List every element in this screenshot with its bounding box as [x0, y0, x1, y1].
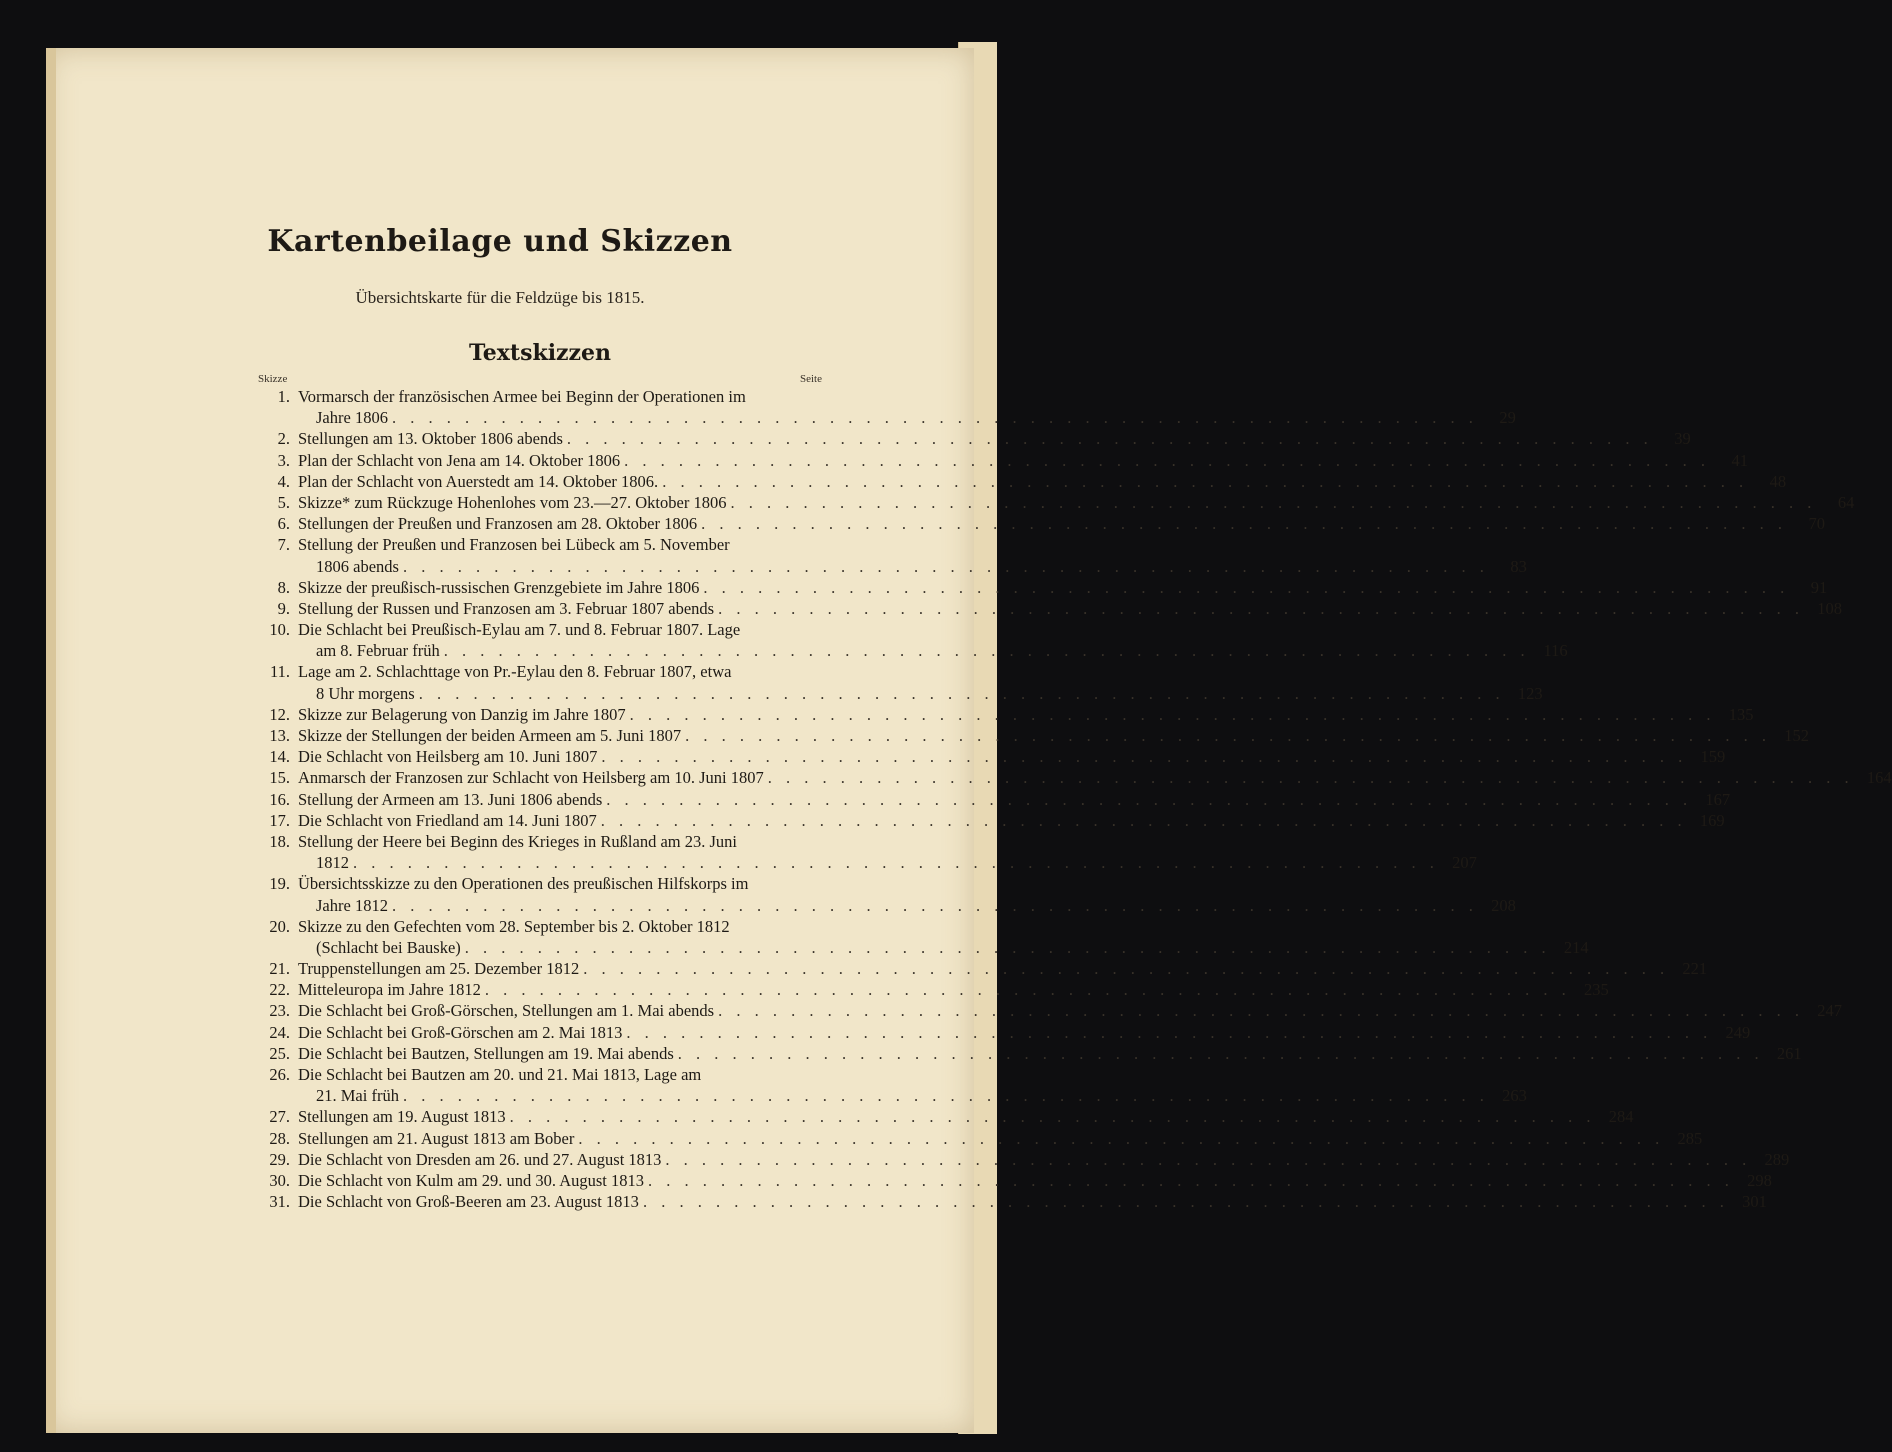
toc-entry-title: Skizze der preußisch-russischen Grenzgebiete im Jahre 1806 — [298, 577, 700, 597]
toc-entry-page: 123 — [1517, 683, 1543, 703]
toc-entry-line — [258, 513, 1826, 534]
toc-entry-line — [258, 916, 826, 937]
toc-entry-title: Stellungen am 13. Oktober 1806 abends — [298, 429, 563, 449]
page-title: Kartenbeilage und Skizzen — [267, 224, 733, 259]
leader-dots: . . . . . . . . . . . . . . . . . . . . . . . . . . . . . . . . . . . . . . . . . . . . . . . . . . . . . . . . . . . . — [509, 1107, 1596, 1127]
leader-dots: . . . . . . . . . . . . . . . . . . . . . . . . . . . . . . . . . . . . . . . . . . . . . . . . . . . . . . . . . . . . — [626, 1022, 1713, 1042]
leader-dots: . . . . . . . . . . . . . . . . . . . . . . . . . . . . . . . . . . . . . . . . . . . . . . . . . . . . . . . . . . . . — [629, 704, 1716, 724]
toc-entry-line — [258, 725, 1809, 746]
toc-entry-number: 5. — [277, 492, 290, 512]
toc-entry-page: 64 — [1837, 492, 1855, 512]
toc-entry-title: Die Schlacht bei Preußisch-Eylau am 7. und 8. Februar 1807. Lage — [298, 620, 741, 640]
toc-entry-line — [258, 428, 1691, 449]
toc-entry-line — [258, 831, 826, 852]
column-header-page: Seite — [800, 373, 822, 385]
toc-entry-number: 27. — [269, 1107, 290, 1127]
toc-entry-title: Die Schlacht von Friedland am 14. Juni 1807 — [298, 810, 597, 830]
toc-entry-line — [258, 661, 826, 682]
toc-entry-line — [258, 598, 1842, 619]
toc-entry-line — [258, 895, 1516, 916]
toc-entry-line — [258, 789, 1731, 810]
toc-entry-line — [258, 640, 1568, 661]
toc-entry-page: 249 — [1725, 1022, 1751, 1042]
toc-entry-line — [258, 1043, 1802, 1064]
toc-entry-title: 1812 — [316, 853, 349, 873]
leader-dots: . . . . . . . . . . . . . . . . . . . . . . . . . . . . . . . . . . . . . . . . . . . . . . . . . . . . . . . . . . . . — [730, 492, 1817, 512]
toc-entry-number: 10. — [269, 620, 290, 640]
toc-entry-number: 28. — [269, 1128, 290, 1148]
toc-entry-title: am 8. Februar früh — [316, 641, 440, 661]
toc-entry-page: 152 — [1784, 726, 1809, 745]
toc-entry-title: Mitteleuropa im Jahre 1812 — [298, 980, 481, 1000]
leader-dots: . . . . . . . . . . . . . . . . . . . . . . . . . . . . . . . . . . . . . . . . . . . . . . . . . . . . . . . . . . . . — [402, 1086, 1489, 1106]
toc-entry-number: 16. — [269, 789, 290, 809]
toc-entry-title: Skizze* zum Rückzuge Hohenlohes vom 23.—27. Oktober 1806 — [298, 492, 727, 512]
toc-entry-line — [258, 1064, 826, 1085]
toc-entry-line — [258, 407, 1516, 428]
toc-entry-number: 23. — [269, 1001, 290, 1021]
leader-dots: . . . . . . . . . . . . . . . . . . . . . . . . . . . . . . . . . . . . . . . . . . . . . . . . . . . . . . . . . . . . — [443, 641, 1530, 661]
toc-entry-title: Die Schlacht von Kulm am 29. und 30. August 1813 — [298, 1170, 645, 1190]
toc-entry-line — [258, 683, 1543, 704]
toc-entry-line — [258, 1170, 1772, 1191]
toc-entry-title: Stellung der Preußen und Franzosen bei Lübeck am 5. November — [298, 535, 730, 555]
toc-entry-title: Vormarsch der französischen Armee bei Beginn der Operationen im — [298, 387, 746, 406]
leader-dots: . . . . . . . . . . . . . . . . . . . . . . . . . . . . . . . . . . . . . . . . . . . . . . . . . . . . . . . . . . . . — [703, 577, 1790, 597]
toc-entry-title: Die Schlacht bei Groß-Görschen, Stellungen am 1. Mai abends — [298, 1001, 715, 1021]
toc-entry-page: 208 — [1491, 895, 1516, 915]
leader-dots: . . . . . . . . . . . . . . . . . . . . . . . . . . . . . . . . . . . . . . . . . . . . . . . . . . . . . . . . . . . . — [718, 1001, 1804, 1021]
toc-entry-page: 207 — [1452, 853, 1477, 873]
leader-dots: . . . . . . . . . . . . . . . . . . . . . . . . . . . . . . . . . . . . . . . . . . . . . . . . . . . . . . . . . . . . — [600, 810, 1687, 830]
toc-entry-title: Skizze zu den Gefechten vom 28. September bis 2. Oktober 1812 — [298, 916, 730, 936]
toc-entry-line — [258, 386, 826, 407]
table-of-contents — [258, 386, 1892, 1212]
toc-entry-number: 9. — [277, 598, 290, 618]
toc-entry-page: 263 — [1502, 1086, 1527, 1106]
leader-dots: . . . . . . . . . . . . . . . . . . . . . . . . . . . . . . . . . . . . . . . . . . . . . . . . . . . . . . . . . . . . — [484, 980, 1571, 1000]
toc-entry-page: 285 — [1677, 1128, 1703, 1148]
toc-entry-page: 83 — [1510, 556, 1527, 576]
leader-dots: . . . . . . . . . . . . . . . . . . . . . . . . . . . . . . . . . . . . . . . . . . . . . . . . . . . . . . . . . . . . — [402, 556, 1489, 576]
toc-entry-title: Skizze zur Belagerung von Danzig im Jahre 1807 — [298, 704, 626, 724]
toc-entry-title: Skizze der Stellungen der beiden Armeen am 5. Juni 1807 — [298, 726, 682, 745]
toc-entry-page: 301 — [1742, 1192, 1767, 1212]
toc-entry-page: 108 — [1817, 598, 1842, 618]
toc-entry-number: 6. — [277, 514, 290, 534]
toc-entry-title: Jahre 1812 — [316, 895, 388, 915]
toc-entry-title: Die Schlacht von Groß-Beeren am 23. August 1813 — [298, 1192, 639, 1212]
toc-entry-line — [258, 450, 1749, 471]
toc-entry-line — [258, 958, 1708, 979]
toc-entry-number: 13. — [269, 726, 290, 745]
leader-dots: . . . . . . . . . . . . . . . . . . . . . . . . . . . . . . . . . . . . . . . . . . . . . . . . . . . . . . . . . . . . — [391, 895, 1478, 915]
toc-entry-title: Die Schlacht bei Bautzen, Stellungen am 19. Mai abends — [298, 1043, 674, 1063]
toc-entry-line — [258, 1191, 1767, 1212]
toc-entry-number: 8. — [277, 577, 290, 597]
toc-entry-title: Übersichtsskizze zu den Operationen des preußischen Hilfskorps im — [298, 874, 749, 894]
toc-entry-number: 4. — [277, 471, 290, 491]
leader-dots: . . . . . . . . . . . . . . . . . . . . . . . . . . . . . . . . . . . . . . . . . . . . . . . . . . . . . . . . . . . . — [418, 683, 1505, 703]
toc-entry-line — [258, 767, 1892, 788]
toc-entry-page: 284 — [1608, 1107, 1634, 1127]
toc-entry-number: 30. — [269, 1170, 290, 1190]
toc-entry-number: 7. — [277, 535, 290, 555]
toc-entry-page: 167 — [1705, 789, 1731, 809]
toc-entry-number: 20. — [269, 916, 290, 936]
toc-entry-title: 1806 abends — [316, 556, 399, 576]
toc-entry-number: 18. — [269, 831, 290, 851]
toc-entry-title: Stellungen am 21. August 1813 am Bober — [298, 1128, 575, 1148]
toc-entry-number: 12. — [269, 704, 290, 724]
toc-entry-title: Die Schlacht von Dresden am 26. und 27. August 1813 — [298, 1149, 662, 1169]
page-subtitle: Übersichtskarte für die Feldzüge bis 1815. — [355, 288, 645, 307]
leader-dots: . . . . . . . . . . . . . . . . . . . . . . . . . . . . . . . . . . . . . . . . . . . . . . . . . . . . . . . . . . . . — [648, 1170, 1734, 1190]
toc-entry-line — [258, 1085, 1527, 1106]
toc-entry-title: 21. Mai früh — [316, 1086, 399, 1106]
toc-entry-title: (Schlacht bei Bauske) — [316, 937, 461, 957]
toc-entry-number: 21. — [269, 959, 290, 979]
toc-entry-title: Anmarsch der Franzosen zur Schlacht von Heilsberg am 10. Juni 1807 — [298, 768, 764, 788]
toc-entry-line — [258, 746, 1726, 767]
toc-entry-page: 135 — [1728, 704, 1754, 724]
toc-entry-title: Plan der Schlacht von Jena am 14. Oktober 1806 — [298, 450, 621, 470]
toc-entry-page: 235 — [1583, 980, 1609, 1000]
toc-entry-number: 3. — [277, 450, 290, 470]
leader-dots: . . . . . . . . . . . . . . . . . . . . . . . . . . . . . . . . . . . . . . . . . . . . . . . . . . . . . . . . . . . . — [606, 789, 1693, 809]
leader-dots: . . . . . . . . . . . . . . . . . . . . . . . . . . . . . . . . . . . . . . . . . . . . . . . . . . . . . . . . . . . . — [665, 1149, 1752, 1169]
toc-entry-number: 25. — [269, 1043, 290, 1063]
toc-entry-page: 221 — [1682, 959, 1708, 979]
toc-entry-line — [258, 1149, 1790, 1170]
toc-entry-title: Stellungen der Preußen und Franzosen am 28. Oktober 1806 — [298, 514, 698, 534]
toc-entry-line — [258, 471, 1787, 492]
leader-dots: . . . . . . . . . . . . . . . . . . . . . . . . . . . . . . . . . . . . . . . . . . . . . . . . . . . . . . . . . . . . — [718, 598, 1804, 618]
leader-dots: . . . . . . . . . . . . . . . . . . . . . . . . . . . . . . . . . . . . . . . . . . . . . . . . . . . . . . . . . . . . — [685, 726, 1771, 745]
leader-dots: . . . . . . . . . . . . . . . . . . . . . . . . . . . . . . . . . . . . . . . . . . . . . . . . . . . . . . . . . . . . — [677, 1043, 1764, 1063]
toc-entry-number: 15. — [269, 768, 290, 788]
leader-dots: . . . . . . . . . . . . . . . . . . . . . . . . . . . . . . . . . . . . . . . . . . . . . . . . . . . . . . . . . . . . — [767, 768, 1854, 788]
toc-entry-number: 22. — [269, 980, 290, 1000]
toc-entry-page: 164 — [1866, 768, 1892, 788]
toc-entry-number: 24. — [269, 1022, 290, 1042]
toc-entry-title: 8 Uhr morgens — [316, 683, 415, 703]
toc-entry-title: Truppenstellungen am 25. Dezember 1812 — [298, 959, 580, 979]
leader-dots: . . . . . . . . . . . . . . . . . . . . . . . . . . . . . . . . . . . . . . . . . . . . . . . . . . . . . . . . . . . . — [642, 1192, 1729, 1212]
toc-entry-page: 289 — [1764, 1149, 1790, 1169]
toc-entry-page: 214 — [1563, 937, 1589, 957]
toc-entry-title: Stellungen am 19. August 1813 — [298, 1107, 506, 1127]
leader-dots: . . . . . . . . . . . . . . . . . . . . . . . . . . . . . . . . . . . . . . . . . . . . . . . . . . . . . . . . . . . . — [391, 408, 1478, 428]
column-header-sketch: Skizze — [258, 373, 288, 385]
section-heading: Textskizzen — [468, 340, 612, 366]
toc-entry-line — [258, 852, 1477, 873]
toc-entry-title: Die Schlacht von Heilsberg am 10. Juni 1807 — [298, 747, 598, 767]
toc-entry-title: Stellung der Russen und Franzosen am 3. Februar 1807 abends — [298, 598, 715, 618]
leader-dots: . . . . . . . . . . . . . . . . . . . . . . . . . . . . . . . . . . . . . . . . . . . . . . . . . . . . . . . . . . . . — [566, 429, 1653, 449]
toc-entry-line — [258, 1000, 1842, 1021]
toc-entry-title: Stellung der Armeen am 13. Juni 1806 abends — [298, 789, 603, 809]
toc-entry-number: 1. — [277, 387, 290, 406]
toc-entry-line — [258, 1106, 1634, 1127]
toc-entry-number: 19. — [269, 874, 290, 894]
toc-entry-line — [258, 873, 826, 894]
toc-entry-title: Jahre 1806 — [316, 408, 388, 428]
toc-entry-title: Plan der Schlacht von Auerstedt am 14. Oktober 1806. — [298, 471, 659, 491]
leader-dots: . . . . . . . . . . . . . . . . . . . . . . . . . . . . . . . . . . . . . . . . . . . . . . . . . . . . . . . . . . . . — [464, 937, 1551, 957]
toc-entry-page: 39 — [1674, 429, 1691, 449]
toc-entry-line — [258, 1128, 1703, 1149]
leader-dots: . . . . . . . . . . . . . . . . . . . . . . . . . . . . . . . . . . . . . . . . . . . . . . . . . . . . . . . . . . . . — [353, 853, 1439, 873]
leader-dots: . . . . . . . . . . . . . . . . . . . . . . . . . . . . . . . . . . . . . . . . . . . . . . . . . . . . . . . . . . . . — [601, 747, 1688, 767]
toc-entry-number: 2. — [277, 429, 290, 449]
leader-dots: . . . . . . . . . . . . . . . . . . . . . . . . . . . . . . . . . . . . . . . . . . . . . . . . . . . . . . . . . . . . — [701, 514, 1788, 534]
toc-entry-line — [258, 619, 826, 640]
toc-entry-number: 14. — [269, 747, 290, 767]
toc-entry-line — [258, 1022, 1751, 1043]
toc-entry-page: 29 — [1499, 408, 1516, 428]
toc-entry-title: Die Schlacht bei Bautzen am 20. und 21. Mai 1813, Lage am — [298, 1065, 702, 1084]
leader-dots: . . . . . . . . . . . . . . . . . . . . . . . . . . . . . . . . . . . . . . . . . . . . . . . . . . . . . . . . . . . . — [662, 471, 1749, 491]
toc-entry-title: Stellung der Heere bei Beginn des Krieges in Rußland am 23. Juni — [298, 831, 737, 851]
toc-entry-page: 159 — [1700, 747, 1726, 767]
leader-dots: . . . . . . . . . . . . . . . . . . . . . . . . . . . . . . . . . . . . . . . . . . . . . . . . . . . . . . . . . . . . — [583, 959, 1670, 979]
toc-entry-number: 31. — [269, 1192, 290, 1212]
toc-entry-line — [258, 704, 1754, 725]
leader-dots: . . . . . . . . . . . . . . . . . . . . . . . . . . . . . . . . . . . . . . . . . . . . . . . . . . . . . . . . . . . . — [624, 450, 1711, 470]
toc-entry-number: 17. — [269, 810, 290, 830]
toc-entry-number: 29. — [269, 1149, 290, 1169]
toc-entry-page: 261 — [1776, 1043, 1802, 1063]
toc-entry-page: 298 — [1747, 1170, 1772, 1190]
toc-entry-page: 48 — [1769, 471, 1787, 491]
toc-entry-number: 26. — [269, 1065, 290, 1084]
toc-entry-line — [258, 979, 1609, 1000]
toc-entry-page: 91 — [1810, 577, 1828, 597]
toc-entry-line — [258, 937, 1589, 958]
toc-entry-page: 41 — [1731, 450, 1749, 470]
toc-entry-page: 116 — [1543, 641, 1568, 661]
toc-entry-line — [258, 556, 1527, 577]
toc-entry-line — [258, 810, 1725, 831]
toc-entry-line — [258, 492, 1855, 513]
toc-entry-title: Die Schlacht bei Groß-Görschen am 2. Mai 1813 — [298, 1022, 623, 1042]
toc-entry-page: 169 — [1699, 810, 1725, 830]
toc-entry-line — [258, 577, 1828, 598]
toc-entry-line — [258, 534, 826, 555]
toc-entry-page: 247 — [1817, 1001, 1842, 1021]
toc-entry-number: 11. — [269, 662, 290, 682]
toc-entry-page: 70 — [1808, 514, 1826, 534]
leader-dots: . . . . . . . . . . . . . . . . . . . . . . . . . . . . . . . . . . . . . . . . . . . . . . . . . . . . . . . . . . . . — [578, 1128, 1665, 1148]
toc-entry-title: Lage am 2. Schlachttage von Pr.-Eylau den 8. Februar 1807, etwa — [298, 662, 732, 682]
